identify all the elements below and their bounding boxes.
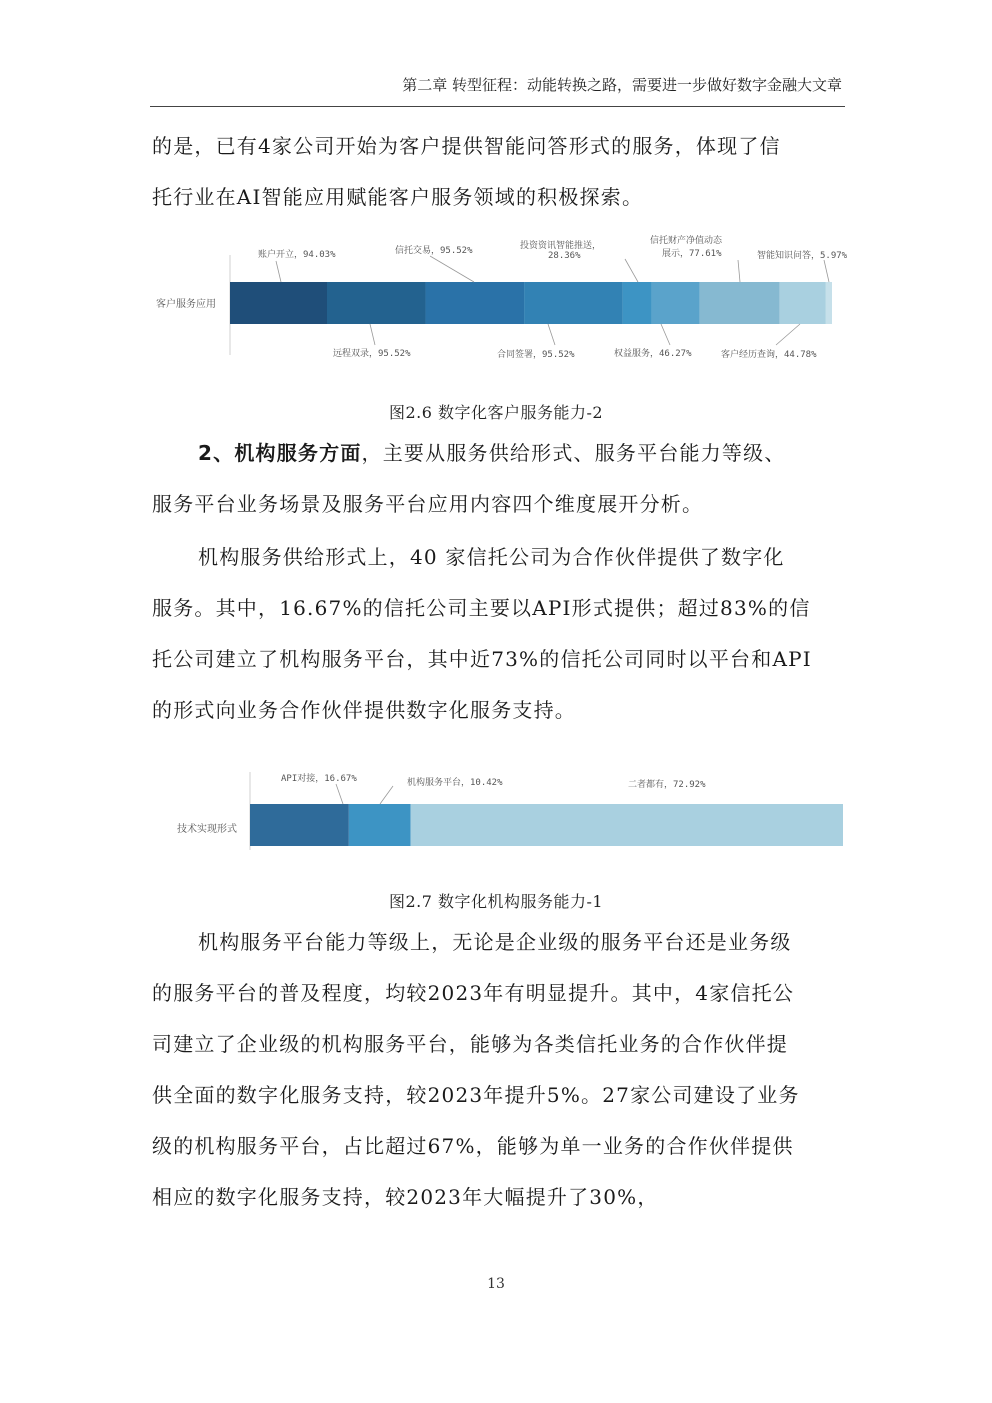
chart1-label-customer-query: 客户经历查询，44.78% [721, 350, 817, 360]
chart2-category-label: 技术实现形式 [177, 824, 237, 835]
text-line: 托行业在AI智能应用赋能客户服务领域的积极探索。 [152, 185, 644, 209]
chart1-label-equity-service: 权益服务，46.27% [614, 349, 692, 359]
chart1-label-investment-push-2: 28.36% [548, 251, 581, 261]
figure-2-caption: 图2.7 数字化机构服务能力-1 [388, 892, 604, 911]
text-line: 供全面的数字化服务支持，较2023年提升5%。27家公司建设了业务 [152, 1083, 800, 1107]
figure-1-caption: 图2.6 数字化客户服务能力-2 [388, 403, 604, 422]
text-fragment: ，主要从服务供给形式、服务平台能力等级、 [361, 441, 786, 465]
bar-segment-0 [250, 804, 349, 846]
paragraph-4 [152, 917, 842, 1223]
section-heading: 2、机构服务方面 [198, 441, 362, 465]
running-header: 第二章 转型征程：动能转换之路，需要进一步做好数字金融大文章 [402, 76, 842, 94]
bar-segment-2 [411, 804, 843, 846]
text-line: 级的机构服务平台，占比超过67%，能够为单一业务的合作伙伴提供 [152, 1134, 794, 1158]
chart2-label-api: API对接，16.67% [281, 774, 357, 784]
text-line: 的是，已有4家公司开始为客户提供智能问答形式的服务，体现了信 [152, 134, 781, 158]
chart1-label-smart-qa: 智能知识问答，5.97% [757, 251, 848, 261]
text-line [152, 917, 842, 968]
chart1-label-account-open: 账户开立，94.03% [258, 250, 336, 260]
leader-line-1 [380, 786, 393, 804]
text-line: 司建立了企业级的机构服务平台，能够为各类信托业务的合作伙伴提 [152, 1032, 788, 1056]
leader-line-0 [336, 784, 343, 804]
text-line: 托公司建立了机构服务平台，其中近73%的信托公司同时以平台和API [152, 647, 812, 671]
text-line: 相应的数字化服务支持，较2023年大幅提升了30%， [152, 1185, 659, 1209]
bar-segment-1 [349, 804, 411, 846]
text-line: 服务平台业务场景及服务平台应用内容四个维度展开分析。 [152, 492, 704, 516]
text-fragment: 机构服务供给形式上，40 家信托公司为合作伙伴提供了数字化 [198, 545, 785, 569]
chart1-label-nav-display-1: 信托财产净值动态 [650, 236, 723, 246]
text-fragment: 机构服务平台能力等级上，无论是企业级的服务平台还是业务级 [198, 930, 792, 954]
chart1-label-investment-push-1: 投资资讯智能推送， [520, 241, 602, 251]
chart1-category-label: 客户服务应用 [156, 299, 216, 310]
chart2-label-both: 二者都有，72.92% [628, 780, 706, 790]
chart2-label-platform: 机构服务平台，10.42% [407, 778, 503, 788]
chart1-label-trust-trade: 信托交易，95.52% [395, 246, 473, 256]
text-line: 服务。其中，16.67%的信托公司主要以API形式提供；超过83%的信 [152, 596, 811, 620]
chart1-label-nav-display-2: 展示，77.61% [662, 249, 722, 259]
page-number: 13 [487, 1276, 505, 1292]
chart1-label-contract-sign: 合同签署，95.52% [497, 350, 575, 360]
text-line: 的形式向业务合作伙伴提供数字化服务支持。 [152, 698, 576, 722]
text-line: 的服务平台的普及程度，均较2023年有明显提升。其中，4家信托公 [152, 981, 795, 1005]
chart1-label-remote-record: 远程双录，95.52% [333, 349, 411, 359]
